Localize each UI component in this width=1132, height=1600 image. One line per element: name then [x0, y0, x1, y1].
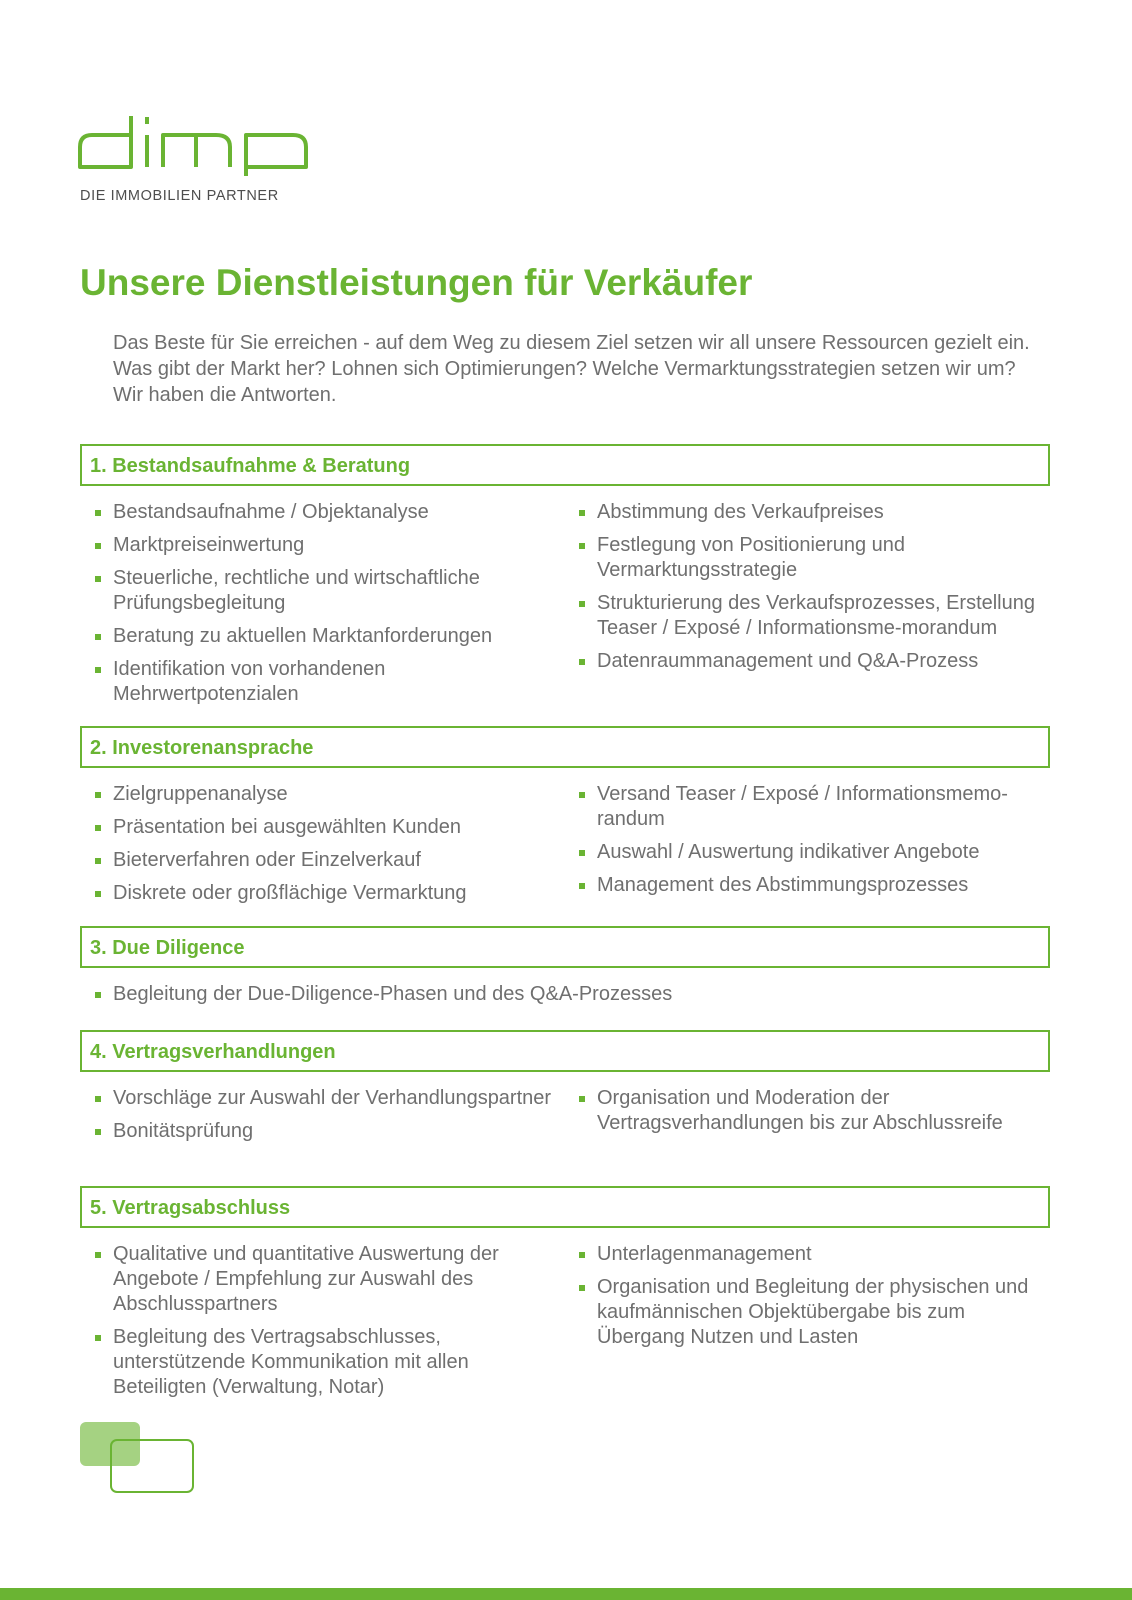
logo-tagline: DIE IMMOBILIEN PARTNER: [80, 188, 279, 204]
section-title: 5. Vertragsabschluss: [90, 1197, 291, 1219]
list-item: [578, 873, 1040, 898]
bullet-marker: [95, 992, 101, 998]
section-header-3: [80, 926, 1050, 968]
bullet-marker: [95, 667, 101, 673]
list-item: [94, 657, 559, 707]
list-item-text: Organisation und Begleitung der physischen und kaufmännischen Objektübergabe bis zum Übergang Nutzen und Lasten: [597, 1276, 1029, 1348]
list-item: [94, 624, 559, 649]
bullet-marker: [579, 883, 585, 889]
list-item: [578, 1242, 1040, 1267]
section-4-left-list: [94, 1086, 559, 1152]
section-4-right-list: [578, 1086, 1040, 1144]
bullet-marker: [95, 543, 101, 549]
list-item: [578, 649, 1040, 674]
list-item-text: Marktpreiseinwertung: [113, 534, 305, 556]
list-item: [94, 815, 559, 840]
bullet-marker: [95, 825, 101, 831]
section-1-left-list: [94, 500, 559, 715]
list-item-text: Abstimmung des Verkaufpreises: [597, 501, 884, 523]
section-title: 2. Investorenansprache: [90, 737, 314, 759]
bullet-marker: [95, 792, 101, 798]
page-title: Unsere Dienstleistungen für Verkäufer: [80, 262, 753, 303]
bullet-marker: [95, 1096, 101, 1102]
list-item: [578, 1086, 1040, 1136]
section-header-1: [80, 444, 1050, 486]
section-header-2: [80, 726, 1050, 768]
bullet-marker: [95, 1252, 101, 1258]
section-title: 3. Due Diligence: [90, 937, 245, 959]
bullet-marker: [95, 891, 101, 897]
list-item: [94, 881, 559, 906]
outlined-square-shape: [110, 1439, 194, 1493]
bullet-marker: [579, 510, 585, 516]
decorative-squares-graphic: [80, 1422, 198, 1498]
list-item-text: Präsentation bei ausgewählten Kunden: [113, 816, 462, 838]
list-item: [94, 848, 559, 873]
list-item-text: Versand Teaser / Exposé / Informationsmemo-randum: [597, 783, 1008, 830]
bullet-marker: [95, 858, 101, 864]
section-2-left-list: [94, 782, 559, 914]
list-item-text: Zielgruppenanalyse: [113, 783, 288, 805]
list-item: [94, 566, 559, 616]
list-item: [578, 500, 1040, 525]
company-logo: [78, 116, 318, 212]
bullet-marker: [95, 1335, 101, 1341]
bullet-marker: [95, 634, 101, 640]
list-item-text: Begleitung des Vertragsabschlusses, unterstützende Kommunikation mit allen Beteiligten (Verwaltung, Notar): [113, 1326, 469, 1398]
list-item-text: Management des Abstimmungsprozesses: [597, 874, 969, 896]
intro-paragraph: Das Beste für Sie erreichen - auf dem Weg zu diesem Ziel setzen wir all unsere Ressourcen gezielt ein. Was gibt der Markt her? Lohnen sich Optimierungen? Welche Vermarktungsstrategien setzen wir um? Wir haben die Antworten.: [113, 332, 1030, 406]
bullet-marker: [579, 850, 585, 856]
section-title: 4. Vertragsverhandlungen: [90, 1041, 336, 1063]
list-item: [578, 782, 1040, 832]
section-title: 1. Bestandsaufnahme & Beratung: [90, 455, 411, 477]
list-item: [94, 1325, 559, 1400]
bullet-marker: [95, 1129, 101, 1135]
list-item-text: Identifikation von vorhandenen Mehrwertpotenzialen: [113, 658, 386, 705]
list-item-text: Bestandsaufnahme / Objektanalyse: [113, 501, 429, 523]
list-item: [94, 500, 559, 525]
list-item: [94, 1086, 559, 1111]
list-item-text: Bonitätsprüfung: [113, 1120, 254, 1142]
section-header-5: [80, 1186, 1050, 1228]
list-item-text: Festlegung von Positionierung und Vermarktungsstrategie: [597, 534, 905, 581]
bullet-marker: [579, 1285, 585, 1291]
list-item-text: Strukturierung des Verkaufsprozesses, Erstellung Teaser / Exposé / Informationsme-morandum: [597, 592, 1035, 639]
bullet-marker: [95, 510, 101, 516]
bullet-marker: [579, 543, 585, 549]
dimp-logo-mark: [78, 116, 318, 186]
list-item: [94, 1119, 559, 1144]
bullet-marker: [579, 792, 585, 798]
list-item-text: Unterlagenmanagement: [597, 1243, 812, 1265]
list-item-text: Qualitative und quantitative Auswertung der Angebote / Empfehlung zur Auswahl des Abschlusspartners: [113, 1243, 499, 1315]
bullet-marker: [579, 1096, 585, 1102]
section-2-right-list: [578, 782, 1040, 906]
list-item-text: Diskrete oder großflächige Vermarktung: [113, 882, 467, 904]
list-item-text: Bieterverfahren oder Einzelverkauf: [113, 849, 421, 871]
list-item-text: Auswahl / Auswertung indikativer Angebote: [597, 841, 980, 863]
list-item: [94, 982, 1034, 1007]
section-3-list: [94, 982, 1034, 1015]
list-item-text: Vorschläge zur Auswahl der Verhandlungspartner: [113, 1087, 552, 1109]
list-item: [94, 533, 559, 558]
list-item: [578, 840, 1040, 865]
footer-accent-bar: [0, 1588, 1132, 1600]
bullet-marker: [579, 1252, 585, 1258]
section-1-right-list: [578, 500, 1040, 682]
list-item: [578, 533, 1040, 583]
list-item: [94, 1242, 559, 1317]
bullet-marker: [579, 601, 585, 607]
section-5-left-list: [94, 1242, 559, 1408]
list-item-text: Steuerliche, rechtliche und wirtschaftliche Prüfungsbegleitung: [113, 567, 480, 614]
list-item: [94, 782, 559, 807]
list-item: [578, 591, 1040, 641]
list-item: [578, 1275, 1040, 1350]
list-item-text: Organisation und Moderation der Vertragsverhandlungen bis zur Abschlussreife: [597, 1087, 1003, 1134]
bullet-marker: [95, 576, 101, 582]
list-item-text: Begleitung der Due-Diligence-Phasen und des Q&A-Prozesses: [113, 983, 673, 1005]
section-header-4: [80, 1030, 1050, 1072]
section-5-right-list: [578, 1242, 1040, 1358]
bullet-marker: [579, 659, 585, 665]
list-item-text: Beratung zu aktuellen Marktanforderungen: [113, 625, 493, 647]
list-item-text: Datenraummanagement und Q&A-Prozess: [597, 650, 979, 672]
